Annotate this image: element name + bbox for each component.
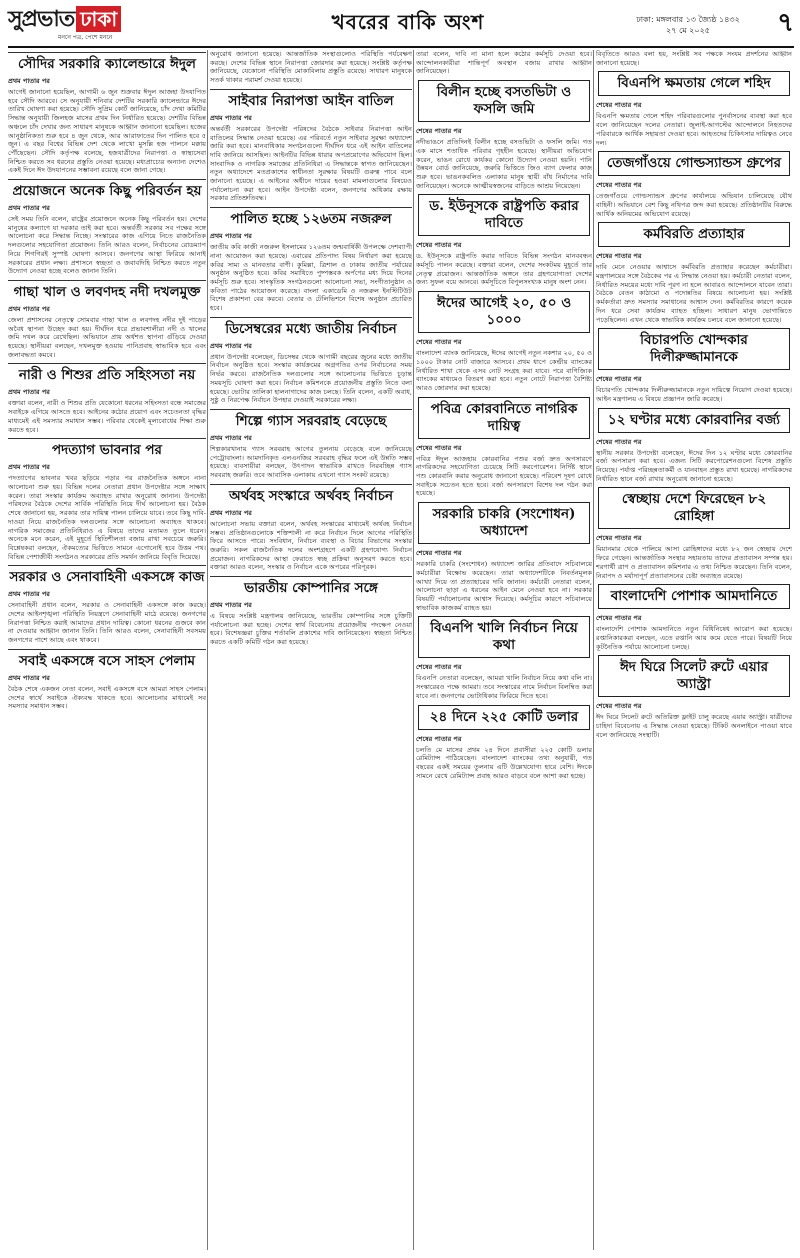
article-body: আগেই জানানো হয়েছিল, আগামী ৬ জুন শুক্রবার ঈদুল আজহা উদযাপিত হবে সৌদি আরবে। সে অনুযায়ী শনিবার দেশটির সরকারি ক্যালেন্ডারে ঈদের তারিখ ঘোষণা করা হয়েছে। সৌদি সুপ্রিম কোর্ট জানিয়েছে, চাঁদ দেখা কমিটির সিদ্ধান্ত অনুযায়ী জিলহজ মাসের প্রথম দিন নির্ধারিত হয়েছে। দেশটির বিভিন্ন অঞ্চলে চাঁদ দেখার জন্য সাধারণ মানুষকে আহ্বান জানানো হয়েছিল। হজের আনুষ্ঠানিকতা শুরু হবে ৪ জুন থেকে, আর আরাফাতের দিন পালিত হবে ৫ জুন। এ বছর বিশ্বের বিভিন্ন দেশ থেকে লাখো মুসল্লি হজ পালনে মক্কায় পৌঁছেছেন। সৌদি কর্তৃপক্ষ বলেছে, হজযাত্রীদের নিরাপত্তা ও স্বাস্থ্যসেবা নিশ্চিত করতে সব ধরনের প্রস্তুতি নেওয়া হয়েছে। মধ্যপ্রাচ্যের অন্যান্য দেশেও একই দিনে ঈদ উদযাপনের সম্ভাবনা রয়েছে বলে জানা গেছে। [8, 88, 206, 175]
article-body: মিয়ানমার থেকে পালিয়ে আসা রোহিঙ্গাদের মধ্যে ৮২ জন স্বেচ্ছায় দেশে ফিরে গেছেন। আন্তর্জাতিক সংস্থার সহায়তায় তাদের প্রত্যাবাসন সম্পন্ন হয়। শরণার্থী ত্রাণ ও প্রত্যাবাসন কমিশনার এ তথ্য নিশ্চিত করেছেন। তিনি বলেন, নিরাপদ ও মর্যাদাপূর্ণ প্রত্যাবাসনের চেষ্টা অব্যাহত রয়েছে। [596, 545, 792, 580]
news-article [596, 328, 792, 403]
article-body: বিএনপি ক্ষমতায় গেলে শহিদ পরিবারগুলোর পুনর্বাসনের ব্যবস্থা করা হবে বলে জানিয়েছেন দলের নেতারা। জুলাই-আগস্টের আন্দোলনে নিহতদের পরিবারকে আর্থিক সহায়তা দেওয়া হবে। আহতদের চিকিৎসার দায়িত্বও নেবে দল। [596, 112, 792, 147]
article-headline: শিল্পে গ্যাস সরবরাহ বেড়েছে [210, 409, 412, 431]
article-headline: সবাই একসঙ্গে বসে সাহস পেলাম [8, 649, 206, 671]
article-headline: ঈদ ঘিরে সিলেট রুটে এয়ার অ্যাস্ট্রা [598, 655, 790, 697]
news-article [210, 576, 412, 647]
continued-label: প্রথম পাতার পর [210, 232, 252, 241]
article-body: প্রধান উপদেষ্টা বলেছেন, ডিসেম্বর থেকে আগামী বছরের জুনের মধ্যে জাতীয় নির্বাচন অনুষ্ঠিত হবে। সংস্কার কার্যক্রমের অগ্রগতির ওপর নির্বাচনের সময় নির্ভর করবে। রাজনৈতিক দলগুলোর সঙ্গে আলোচনার ভিত্তিতে চূড়ান্ত সময়সূচি ঘোষণা করা হবে। নির্বাচন কমিশনকে প্রয়োজনীয় প্রস্তুতি নিতে বলা হয়েছে। ভোটার তালিকা হালনাগাদের কাজ চলছে। তিনি বলেন, একটি অবাধ, সুষ্ঠু ও নিরপেক্ষ নির্বাচন উপহার দেওয়াই সরকারের লক্ষ্য। [210, 352, 412, 405]
article-headline: বিচারপতি খোন্দকার দিলীরুজ্জামানকে [598, 328, 790, 370]
continued-label: শেষের পাতার পর [596, 614, 642, 623]
article-headline: ডিসেম্বরের মধ্যে জাতীয় নির্বাচন [210, 317, 412, 339]
article-headline: বাংলাদেশি পোশাক আমদানিতে [598, 584, 790, 609]
article-body: সরকারি চাকরি (সংশোধন) অধ্যাদেশ জারির প্রতিবাদে সচিবালয়ে কর্মচারীরা বিক্ষোভ করেছেন। তারা অধ্যাদেশটিকে নিবর্তনমূলক আখ্যা দিয়ে তা প্রত্যাহারের দাবি জানান। কর্মচারী নেতারা বলেন, আলোচনা ছাড়া এ ধরনের আইন মেনে নেওয়া হবে না। সরকার বিষয়টি পর্যালোচনার আশ্বাস দিয়েছে। কর্মসূচির কারণে সচিবালয়ে স্বাভাবিক কাজকর্ম ব্যাহত হয়। [416, 560, 592, 612]
article-headline: কর্মবিরতি প্রত্যাহার [598, 222, 790, 247]
article-headline: সরকার ও সেনাবাহিনী একসঙ্গে কাজ [8, 565, 206, 587]
news-article [210, 317, 412, 405]
continued-label: প্রথম পাতার পর [8, 673, 50, 682]
column-4 [596, 50, 792, 1250]
news-article [8, 179, 206, 276]
page-number: ৭ [777, 8, 794, 38]
news-article [596, 584, 792, 651]
article-headline: অর্থবহ সংস্কারে অর্থবহ নির্বাচন [210, 484, 412, 506]
article-body: তারা বলেন, দাবি না মানা হলে কঠোর কর্মসূচি দেওয়া হবে। আন্দোলনকারীরা শান্তিপূর্ণ অবস্থান বজায় রাখার আহ্বান জানিয়েছেন। [416, 50, 592, 76]
article-body: জেলা প্রশাসনের নেতৃত্বে সোমবার গাছা খাল ও লবণদহ নদীর দুই পাড়ের অবৈধ স্থাপনা উচ্ছেদ করা হয়। দীর্ঘদিন ধরে প্রভাবশালীরা নদী ও খালের জমি দখল করে রেখেছিল। অভিযানে প্রায় অর্ধশত স্থাপনা গুঁড়িয়ে দেওয়া হয়েছে। স্থানীয়রা বলছেন, দখলমুক্ত হওয়ায় পানিপ্রবাহ স্বাভাবিক হবে এবং জলাবদ্ধতা কমবে। [8, 315, 206, 359]
news-article [416, 502, 592, 612]
continued-label: শেষের পাতার পর [596, 181, 642, 190]
article-body: আলোচনা সভায় বক্তারা বলেন, অর্থবহ সংস্কারের মাধ্যমেই অর্থবহ নির্বাচন সম্ভব। প্রতিষ্ঠানগুলোকে শক্তিশালী না করে নির্বাচন দিলে আগের পরিস্থিতি ফিরে আসতে পারে। সংবিধান, নির্বাচন ব্যবস্থা ও বিচার বিভাগের সংস্কার জরুরি। সকল রাজনৈতিক দলের অংশগ্রহণে একটি গ্রহণযোগ্য নির্বাচন প্রয়োজন। নাগরিকদের আস্থা ফেরাতে স্বচ্ছ প্রক্রিয়া অনুসরণ করতে হবে। বক্তারা আরও বলেন, সংস্কার ও নির্বাচন একে অপরের পরিপূরক। [210, 519, 412, 572]
news-article [210, 50, 412, 85]
news-article [8, 280, 206, 360]
continued-label: শেষের পাতার পর [416, 734, 462, 743]
continued-label: প্রথম পাতার পর [210, 113, 252, 122]
article-body: বৈঠক শেষে একজন নেতা বলেন, সবাই একসঙ্গে বসে আমরা সাহস পেলাম। দেশের স্বার্থে সবাইকে ঐক্যবদ্ধ থাকতে হবে। আলোচনার মাধ্যমেই সব সমস্যার সমাধান সম্ভব। [8, 684, 206, 711]
article-headline: বিএনপি ক্ষমতায় গেলে শহিদ [598, 71, 790, 96]
news-article [8, 649, 206, 711]
continued-label: শেষের পাতার পর [596, 702, 642, 711]
continued-label: শেষের পাতার পর [596, 534, 642, 543]
column-3 [416, 50, 592, 1250]
continued-label: শেষের পাতার পর [416, 338, 462, 347]
continued-label: শেষের পাতার পর [416, 549, 462, 558]
continued-label: প্রথম পাতার পর [210, 601, 252, 610]
continued-label: প্রথম পাতার পর [210, 433, 252, 442]
article-body: চলতি মে মাসের প্রথম ২৪ দিনে প্রবাসীরা ২২৫ কোটি ডলার রেমিট্যান্স পাঠিয়েছেন। বাংলাদেশ ব্যাংকের তথ্য অনুযায়ী, গত বছরের একই সময়ের তুলনায় এটি উল্লেখযোগ্য হারে বেশি। ঈদকে সামনে রেখে রেমিট্যান্স প্রবাহ আরও বাড়বে বলে আশা করা হচ্ছে। [416, 745, 592, 780]
logo-tagline: মননে পত্র, পেশে মননে [58, 34, 113, 41]
article-headline: পালিত হচ্ছে ১২৬তম নজরুল [210, 207, 412, 229]
logo-city: ঢাকা [76, 6, 121, 32]
news-article [416, 194, 592, 287]
article-headline: সাইবার নিরাপত্তা আইন বাতিল [210, 89, 412, 111]
news-article [210, 89, 412, 203]
news-article [416, 291, 592, 393]
continued-label: প্রথম পাতার পর [8, 204, 50, 213]
article-body: বিএনপি নেতারা বলেছেন, আমরা খালি নির্বাচন নিয়ে কথা বলি না। সংস্কারেরও পক্ষে আমরা। তবে সংস্কারের নামে নির্বাচন বিলম্বিত করা যাবে না। জনগণের ভোটাধিকার ফিরিয়ে দিতে হবে। [416, 674, 592, 700]
article-headline: প্রয়োজনে অনেক কিছু পরিবর্তন হয় [8, 179, 206, 201]
article-headline: বিএনপি খালি নির্বাচন নিয়ে কথা [418, 616, 590, 658]
continued-label: প্রথম পাতার পর [8, 77, 50, 85]
article-headline: বিলীন হচ্ছে বসতভিটা ও ফসলি জমি [418, 80, 590, 122]
news-article [596, 487, 792, 580]
news-article [8, 438, 206, 561]
article-headline: ভারতীয় কোম্পানির সঙ্গে [210, 576, 412, 598]
news-article [416, 616, 592, 700]
article-body: পবিত্র ঈদুল আজহায় কোরবানির পশুর বর্জ্য দ্রুত অপসারণে নাগরিকদের সহযোগিতা চেয়েছে সিটি করপোরেশন। নির্দিষ্ট স্থানে পশু কোরবানি করার অনুরোধ জানানো হয়েছে। পরিবেশ দূষণ রোধে সবাইকে সচেতন হতে হবে। বর্জ্য অপসারণে বিশেষ দল গঠন করা হয়েছে। [416, 454, 592, 498]
article-headline: পবিত্র কোরবানিতে নাগরিক দায়িত্ব [418, 397, 590, 439]
column-2 [210, 50, 412, 1250]
article-body: বিবৃতিতে আরও বলা হয়, সংশ্লিষ্ট সব পক্ষকে সংযম প্রদর্শনের আহ্বান জানানো হয়েছে। [596, 50, 792, 67]
article-body: বক্তারা বলেন, নারী ও শিশুর প্রতি যেকোনো ধরনের সহিংসতা বন্ধে সমাজের সবাইকে এগিয়ে আসতে হবে। আইনের কঠোর প্রয়োগ এবং সচেতনতা বৃদ্ধির মাধ্যমেই এই সমস্যার সমাধান সম্ভব। পরিবার থেকেই মূল্যবোধের শিক্ষা শুরু করতে হবে। [8, 399, 206, 434]
continued-label: প্রথম পাতার পর [8, 388, 50, 397]
continued-label: প্রথম পাতার পর [8, 590, 50, 599]
news-article [416, 397, 592, 499]
news-article [416, 80, 592, 190]
news-article [210, 484, 412, 572]
article-headline: তেজগাঁওয়ে গোল্ডস্যান্ডস গ্রুপের [598, 151, 790, 176]
continued-label: শেষের পাতার পর [596, 252, 642, 261]
news-article [596, 71, 792, 147]
continued-label: শেষের পাতার পর [416, 241, 462, 250]
article-body: নদীভাঙনে প্রতিদিনই বিলীন হচ্ছে বসতভিটা ও ফসলি জমি। গত এক মাসে শতাধিক পরিবার গৃহহীন হয়েছে। স্থানীয়রা অভিযোগ করেন, ভাঙন রোধে কার্যকর কোনো উদ্যোগ নেওয়া হয়নি। পানি উন্নয়ন বোর্ড জানিয়েছে, জরুরি ভিত্তিতে জিও ব্যাগ ফেলার কাজ শুরু হবে। ভাঙনকবলিত এলাকার মানুষ স্থায়ী বাঁধ নির্মাণের দাবি জানিয়েছেন। অনেকে আত্মীয়স্বজনের বাড়িতে আশ্রয় নিয়েছেন। [416, 138, 592, 190]
dateline-bengali: ঢাকা: মঙ্গলবার ১৩ জ্যৈষ্ঠ ১৪৩২ [636, 15, 740, 24]
column-divider [593, 50, 594, 1250]
article-body: দাবি মেনে নেওয়ার আশ্বাসে কর্মবিরতি প্রত্যাহার করেছেন কর্মচারীরা। মন্ত্রণালয়ের সঙ্গে বৈঠকের পর এ সিদ্ধান্ত নেওয়া হয়। কর্মচারী নেতারা বলেন, নির্ধারিত সময়ের মধ্যে দাবি পূরণ না হলে আবারও আন্দোলনে যাবেন তারা। বৈঠকে বেতন কাঠামো ও পদোন্নতির বিষয়ে আলোচনা হয়। সংশ্লিষ্ট কর্মকর্তারা দ্রুত সমস্যার সমাধানের আশ্বাস দেন। কর্মবিরতির কারণে কয়েক দিন ধরে সেবা কার্যক্রম ব্যাহত হচ্ছিল। সাধারণ মানুষ ভোগান্তিতে পড়েছিলেন। এখন থেকে স্বাভাবিক কার্যক্রম চলবে বলে জানানো হয়েছে। [596, 263, 792, 324]
news-article [596, 151, 792, 218]
continued-label: শেষের পাতার পর [416, 443, 462, 452]
continued-label: শেষের পাতার পর [596, 437, 642, 446]
continued-label: প্রথম পাতার পর [8, 304, 50, 313]
news-article [8, 52, 206, 175]
article-headline: ঈদের আগেই ২০, ৫০ ও ১০০০ [418, 291, 590, 333]
news-article [596, 50, 792, 67]
article-body: অন্তর্বর্তী সরকারের উপদেষ্টা পরিষদের বৈঠকে সাইবার নিরাপত্তা আইন বাতিলের সিদ্ধান্ত নেওয়া হয়েছে। এর পরিবর্তে নতুন সাইবার সুরক্ষা অধ্যাদেশ জারি করা হবে। মানবাধিকার সংগঠনগুলো দীর্ঘদিন ধরে এই আইন বাতিলের দাবি জানিয়ে আসছিল। আইনটির বিভিন্ন ধারার অপপ্রয়োগের অভিযোগ ছিল। সাংবাদিক ও নাগরিক সমাজের প্রতিনিধিরা এ সিদ্ধান্তকে স্বাগত জানিয়েছেন। নতুন অধ্যাদেশে মতপ্রকাশের স্বাধীনতা সুরক্ষার বিষয়টি গুরুত্ব পাবে বলে জানানো হয়েছে। এ আইনের অধীনে দায়ের হওয়া মামলাগুলোর বিষয়েও পর্যালোচনা করা হবে। আইন উপদেষ্টা বলেন, জনগণের অধিকার রক্ষায় সরকার প্রতিশ্রুতিবদ্ধ। [210, 124, 412, 203]
continued-label: প্রথম পাতার পর [210, 508, 252, 517]
news-article [596, 222, 792, 324]
article-body: তেজগাঁওয়ে গোল্ডস্যান্ডস গ্রুপের কার্যালয়ে অভিযান চালিয়েছে যৌথ বাহিনী। অভিযানে বেশ কিছু নথিপত্র জব্দ করা হয়েছে। প্রতিষ্ঠানটির বিরুদ্ধে আর্থিক অনিয়মের অভিযোগ রয়েছে। [596, 192, 792, 218]
article-body: বাংলাদেশি পোশাক আমদানিতে নতুন বিধিনিষেধ আরোপ করা হয়েছে। রপ্তানিকারকরা বলছেন, এতে রপ্তানি আয় কমে যেতে পারে। বিষয়টি নিয়ে কূটনৈতিক পর্যায়ে আলোচনা চলছে। [596, 625, 792, 651]
article-body: সেই সময় তিনি বলেন, রাষ্ট্রের প্রয়োজনে অনেক কিছু পরিবর্তন হয়। দেশের মানুষের কল্যাণে যা দরকার তাই করা হবে। অন্তর্বর্তী সরকার সব পক্ষের সঙ্গে আলোচনা করে সিদ্ধান্ত নিচ্ছে। সংস্কারের কাজ এগিয়ে নিতে রাজনৈতিক দলগুলোর সহযোগিতা প্রয়োজন। তিনি আরও বলেন, নির্বাচনের রোডম্যাপ নিয়ে শিগগিরই সুস্পষ্ট ঘোষণা আসবে। জনগণের আস্থা ফিরিয়ে আনাই সরকারের প্রধান লক্ষ্য। প্রশাসনে স্বচ্ছতা ও জবাবদিহি নিশ্চিত করতে নতুন উদ্যোগ নেওয়া হচ্ছে বলেও জানান তিনি। [8, 215, 206, 276]
news-article [416, 705, 592, 781]
article-body: অনুরোধ জানানো হয়েছে। আন্তর্জাতিক সংস্থাগুলোও পরিস্থিতি পর্যবেক্ষণ করছে। দেশের বিভিন্ন স্থানে নিরাপত্তা জোরদার করা হয়েছে। সংশ্লিষ্ট কর্তৃপক্ষ জানিয়েছে, যেকোনো পরিস্থিতি মোকাবিলায় প্রস্তুতি রয়েছে। সাধারণ মানুষকে সতর্ক থাকার পরামর্শ দেওয়া হয়েছে। [210, 50, 412, 85]
article-headline: ২৪ দিনে ২২৫ কোটি ডলার [418, 705, 590, 730]
column-divider [207, 50, 208, 1250]
article-body: জাতীয় কবি কাজী নজরুল ইসলামের ১২৬তম জন্মবার্ষিকী উপলক্ষে দেশব্যাপী নানা আয়োজন করা হয়েছে। এবারের প্রতিপাদ্য বিষয় নির্ধারণ করা হয়েছে কবির সাম্য ও মানবতার বাণী। কুমিল্লা, ত্রিশাল ও ঢাকায় জাতীয় পর্যায়ের অনুষ্ঠান অনুষ্ঠিত হবে। কবির সমাধিতে পুষ্পস্তবক অর্পণের মধ্য দিয়ে দিনের কর্মসূচি শুরু হবে। সাংস্কৃতিক সংগঠনগুলো আলোচনা সভা, সংগীতানুষ্ঠান ও কবিতা পাঠের আয়োজন করেছে। বাংলা একাডেমি ও নজরুল ইনস্টিটিউট বিশেষ প্রকাশনা বের করবে। বেতার ও টেলিভিশনে বিশেষ অনুষ্ঠান প্রচারিত হবে। [210, 243, 412, 313]
article-headline: ১২ ঘণ্টার মধ্যে কোরবানির বর্জ্য [598, 408, 790, 433]
column-1 [8, 50, 206, 1250]
article-headline: পদত্যাগ ভাবনার পর [8, 438, 206, 460]
news-article [8, 363, 206, 434]
news-article [596, 408, 792, 484]
article-body: সেনাবাহিনী প্রধান বলেন, সরকার ও সেনাবাহিনী একসঙ্গে কাজ করছে। দেশের আইনশৃঙ্খলা পরিস্থিতি নিয়ন্ত্রণে সেনাবাহিনী মাঠে রয়েছে। জনগণের নিরাপত্তা নিশ্চিত করাই আমাদের প্রধান দায়িত্ব। কোনো ধরনের গুজবে কান না দেওয়ার আহ্বান জানান তিনি। তিনি আরও বলেন, সেনাবাহিনী সবসময় জনগণের পাশে আছে এবং থাকবে। [8, 601, 206, 645]
continued-label: শেষের পাতার পর [596, 375, 642, 384]
dateline-english: ২৭ মে ২০২৫ [666, 26, 710, 35]
article-headline: গাছা খাল ও লবণদহ নদী দখলমুক্ত [8, 280, 206, 302]
article-body: ঈদ ঘিরে সিলেট রুটে অতিরিক্ত ফ্লাইট চালু করেছে এয়ার অ্যাস্ট্রা। যাত্রীদের চাহিদা বিবেচনায় এ সিদ্ধান্ত নেওয়া হয়েছে। টিকিট অনলাইনে পাওয়া যাবে বলে জানিয়েছে সংস্থাটি। [596, 713, 792, 739]
article-headline: ড. ইউনূসকে রাষ্ট্রপতি করার দাবিতে [418, 194, 590, 236]
news-article [210, 207, 412, 313]
article-headline: স্বেচ্ছায় দেশে ফিরেছেন ৮২ রোহিঙ্গা [598, 487, 790, 529]
article-body: এ বিষয়ে সংশ্লিষ্ট মন্ত্রণালয় জানিয়েছে, ভারতীয় কোম্পানির সঙ্গে চুক্তিটি পর্যালোচনা করা হচ্ছে। দেশের স্বার্থ বিবেচনায় প্রয়োজনীয় পদক্ষেপ নেওয়া হবে। বিশেষজ্ঞরা চুক্তির শর্তাবলি প্রকাশের দাবি জানিয়েছেন। স্বচ্ছতা নিশ্চিত করতে একটি কমিটি গঠন করা হয়েছে। [210, 612, 412, 647]
article-body: পদত্যাগের ভাবনার খবর ছড়িয়ে পড়ার পর রাজনৈতিক অঙ্গনে নানা আলোচনা শুরু হয়। বিভিন্ন দলের নেতারা প্রধান উপদেষ্টার সঙ্গে সাক্ষাৎ করেন। তারা সংস্কার কার্যক্রম অব্যাহত রাখার অনুরোধ জানান। উপদেষ্টা পরিষদের বৈঠকে দেশের সার্বিক পরিস্থিতি নিয়ে দীর্ঘ আলোচনা হয়। বৈঠক শেষে জানানো হয়, সরকার তার দায়িত্ব পালন চালিয়ে যাবে। তবে কিছু দাবি-দাওয়া নিয়ে রাজনৈতিক দলগুলোর সঙ্গে আলোচনা অব্যাহত থাকবে। নাগরিক সমাজের প্রতিনিধিরাও এ বিষয়ে তাদের মতামত তুলে ধরেন। অনেকে মনে করেন, এই মুহূর্তে স্থিতিশীলতা বজায় রাখা সবচেয়ে জরুরি। বিশ্লেষকরা বলছেন, ঐকমত্যের ভিত্তিতে সামনে এগোনোই হবে উত্তম পথ। বিভিন্ন পেশাজীবী সংগঠনও সরকারের প্রতি সমর্থন জানিয়ে বিবৃতি দিয়েছে। [8, 474, 206, 561]
news-article [210, 409, 412, 480]
continued-label: শেষের পাতার পর [416, 127, 462, 136]
article-body: ড. ইউনূসকে রাষ্ট্রপতি করার দাবিতে বিভিন্ন সংগঠন মানববন্ধন কর্মসূচি পালন করেছে। বক্তারা বলেন, দেশের সংকটময় মুহূর্তে তার নেতৃত্ব প্রয়োজন। আন্তর্জাতিক অঙ্গনে তার গ্রহণযোগ্যতা দেশের জন্য সুফল বয়ে আনবে। কর্মসূচিতে বিপুলসংখ্যক মানুষ অংশ নেন। [416, 252, 592, 287]
continued-label: প্রথম পাতার পর [8, 463, 50, 472]
section-title: খবরের বাকি অংশ [331, 10, 485, 34]
masthead [8, 6, 794, 48]
article-body: স্থানীয় সরকার উপদেষ্টা বলেছেন, ঈদের দিন ১২ ঘণ্টার মধ্যে কোরবানির বর্জ্য অপসারণ করা হবে। এজন্য সিটি করপোরেশনগুলো বিশেষ প্রস্তুতি নিয়েছে। পর্যাপ্ত পরিচ্ছন্নতাকর্মী ও যানবাহন প্রস্তুত রাখা হয়েছে। নাগরিকদের নির্ধারিত স্থানে বর্জ্য রাখার অনুরোধ জানানো হয়েছে। [596, 448, 792, 483]
logo-main: সুপ্রভাত [8, 6, 75, 32]
article-body: বিচারপতি খোন্দকার দিলীরুজ্জামানকে নতুন দায়িত্বে নিয়োগ দেওয়া হয়েছে। আইন মন্ত্রণালয় এ বিষয়ে প্রজ্ঞাপন জারি করেছে। [596, 386, 792, 403]
column-divider [413, 50, 414, 1250]
article-headline: সরকারি চাকরি (সংশোধন) অধ্যাদেশ [418, 502, 590, 544]
article-headline: নারী ও শিশুর প্রতি সহিংসতা নয় [8, 363, 206, 385]
article-body: শিল্পকারখানায় গ্যাস সরবরাহ আগের তুলনায় বেড়েছে বলে জানিয়েছে পেট্রোবাংলা। আমদানিকৃত এলএনজির সরবরাহ বৃদ্ধির ফলে এই উন্নতি সম্ভব হয়েছে। ব্যবসায়ীরা বলছেন, উৎপাদন স্বাভাবিক রাখতে নিরবচ্ছিন্ন গ্যাস সরবরাহ জরুরি। তবে আবাসিক এলাকায় এখনো গ্যাস সংকট রয়েছে। [210, 444, 412, 480]
continued-label: প্রথম পাতার পর [210, 341, 252, 350]
news-article [8, 565, 206, 645]
dateline [608, 14, 768, 36]
continued-label: শেষের পাতার পর [416, 663, 462, 672]
continued-label: শেষের পাতার পর [596, 101, 642, 110]
news-article [596, 655, 792, 739]
news-article [416, 50, 592, 76]
article-headline: সৌদির সরকারি ক্যালেন্ডারে ঈদুল [8, 52, 206, 74]
article-body: বাংলাদেশ ব্যাংক জানিয়েছে, ঈদের আগেই নতুন নকশার ২০, ৫০ ও ১০০০ টাকার নোট বাজারে আসবে। প্রথম ধাপে কেন্দ্রীয় ব্যাংকের নির্ধারিত শাখা থেকে এসব নোট সংগ্রহ করা যাবে। পরে বাণিজ্যিক ব্যাংকের মাধ্যমেও বিতরণ করা হবে। নতুন নোটে নিরাপত্তা বৈশিষ্ট্য আরও জোরদার করা হয়েছে। [416, 349, 592, 392]
